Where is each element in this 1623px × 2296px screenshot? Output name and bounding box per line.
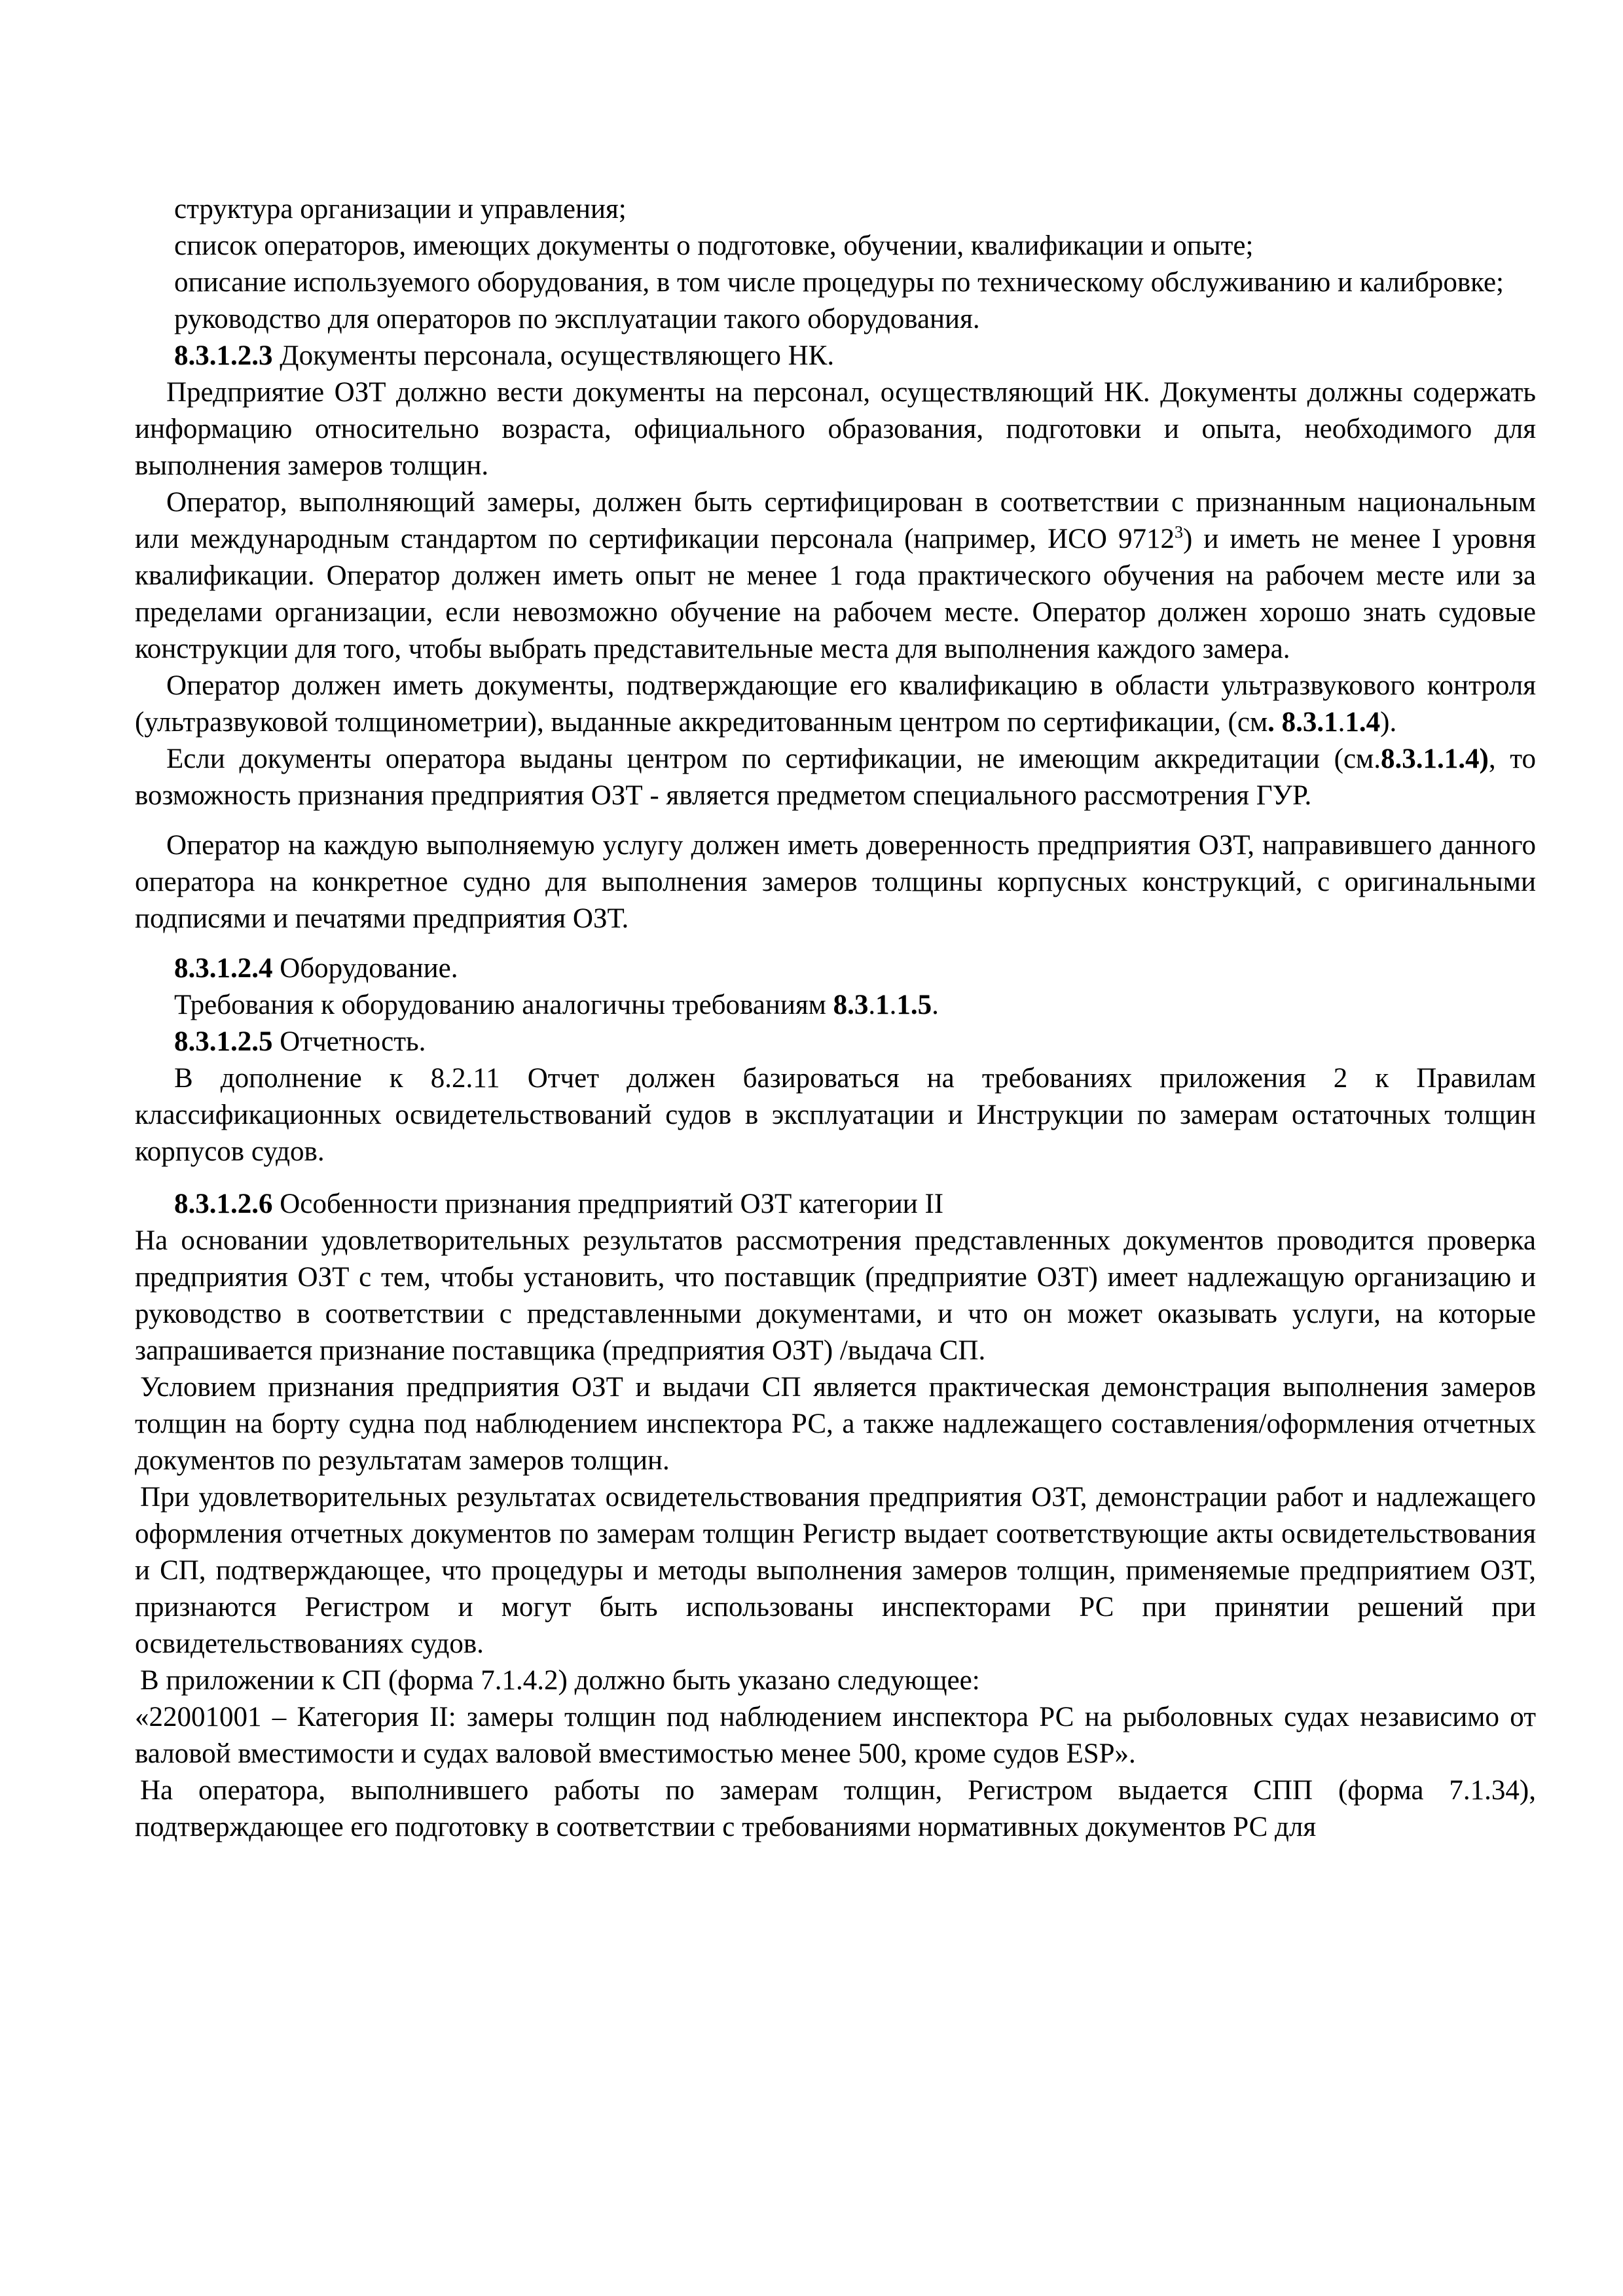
- section-number: 8.3.1.2.6: [174, 1189, 273, 1219]
- paragraph-operator-certification: Оператор, выполняющий замеры, должен быть сертифицирован в соответствии с признанным национальным или международным стандартом по сертификации персонала (например, ИСО 9712$^3$) и иметь не менее I уровня квалификации. Оператор должен иметь опыт не менее 1 года практического обучения на рабочем месте или за пределами организации, если невозможно обучение на рабочем месте. Оператор должен хорошо знать судовые конструкции для того, чтобы выбрать представительные места для выполнения каждого замера.: [135, 487, 1536, 664]
- paragraph-unaccredited-center: Если документы оператора выданы центром по сертификации, не имеющим аккредитации (см.8.3.1.1.4), то возможность признания предприятия ОЗТ - является предметом специального рассмотрения ГУР.: [135, 744, 1536, 811]
- section-heading-8-3-1-2-3: 8.3.1.2.3 Документы персонала, осуществляющего НК.: [174, 340, 835, 371]
- section-heading-8-3-1-2-4: 8.3.1.2.4 Оборудование.: [174, 953, 458, 984]
- paragraph-satisfactory-results: При удовлетворительных результатах освидетельствования предприятия ОЗТ, демонстрации работ и надлежащего оформления отчетных документов по замерам толщин Регистр выдает соответствующие акты освидетельствования и СП, подтверждающее, что процедуры и методы выполнения замеров толщин, применяемые предприятием ОЗТ, признаются Регистром и могут быть использованы инспекторами РС при принятии решений при освидетельствованиях судов.: [135, 1482, 1536, 1659]
- paragraph-operator-certificate: На оператора, выполнившего работы по замерам толщин, Регистром выдается СПП (форма 7.1.34), подтверждающее его подготовку в соответствии с требованиями нормативных документов РС для: [135, 1775, 1536, 1842]
- paragraph-annex-form: В приложении к СП (форма 7.1.4.2) должно быть указано следующее:: [140, 1665, 980, 1696]
- paragraph-recognition-condition: Условием признания предприятия ОЗТ и выдачи СП является практическая демонстрация выполнения замеров толщин на борту судна под наблюдением инспектора РС, а также надлежащего составления/оформления отчетных документов по результатам замеров толщин.: [135, 1372, 1536, 1476]
- section-heading-8-3-1-2-6: 8.3.1.2.6 Особенности признания предприятий ОЗТ категории II: [174, 1189, 944, 1219]
- paragraph-reporting: В дополнение к 8.2.11 Отчет должен базироваться на требованиях приложения 2 к Правилам классификационных освидетельствований судов в эксплуатации и Инструкции по замерам остаточных толщин корпусов судов.: [135, 1063, 1536, 1167]
- section-number: 8.3.1.2.4: [174, 953, 273, 984]
- section-heading-8-3-1-2-5: 8.3.1.2.5 Отчетность.: [174, 1026, 426, 1057]
- paragraph-power-of-attorney: Оператор на каждую выполняемую услугу должен иметь доверенность предприятия ОЗТ, направившего данного оператора на конкретное судно для выполнения замеров толщины корпусных конструкций, с оригинальными подписями и печатями предприятия ОЗТ.: [135, 830, 1536, 934]
- paragraph-operator-qualification: Оператор должен иметь документы, подтверждающие его квалификацию в области ультразвукового контроля (ультразвуковой толщинометрии), выданные аккредитованным центром по сертификации, (см. 8.3.1.1.4).: [135, 670, 1536, 738]
- list-item-equipment-description: описание используемого оборудования, в том числе процедуры по техническому обслуживанию и калибровке;: [174, 267, 1504, 298]
- paragraph-personnel-documents: Предприятие ОЗТ должно вести документы на персонал, осуществляющий НК. Документы должны содержать информацию относительно возраста, официального образования, подготовки и опыта, необходимого для выполнения замеров толщин.: [135, 377, 1536, 481]
- section-number: 8.3.1.2.3: [174, 340, 273, 371]
- paragraph-category-quote: «22001001 – Категория II: замеры толщин под наблюдением инспектора РС на рыболовных судах независимо от валовой вместимости и судах валовой вместимостью менее 500, кроме судов ESP».: [135, 1702, 1536, 1769]
- section-number: 8.3.1.2.5: [174, 1026, 273, 1057]
- list-item-org-structure: структура организации и управления;: [174, 194, 627, 224]
- footnote-marker: 3: [1174, 522, 1183, 542]
- list-item-operators: список операторов, имеющих документы о подготовке, обучении, квалификации и опыте;: [174, 230, 1254, 261]
- list-item-operator-manual: руководство для операторов по эксплуатации такого оборудования.: [174, 304, 980, 334]
- paragraph-verification: На основании удовлетворительных результатов рассмотрения представленных документов проводится проверка предприятия ОЗТ с тем, чтобы установить, что поставщик (предприятие ОЗТ) имеет надлежащую организацию и руководство в соответствии с представленными документами, и что он может оказывать услуги, на которые запрашивается признание поставщика (предприятия ОЗТ) /выдача СП.: [135, 1225, 1536, 1366]
- paragraph-equipment-requirements: Требования к оборудованию аналогичны требованиям 8.3.1.1.5.: [174, 990, 939, 1020]
- document-body: [135, 191, 1536, 1846]
